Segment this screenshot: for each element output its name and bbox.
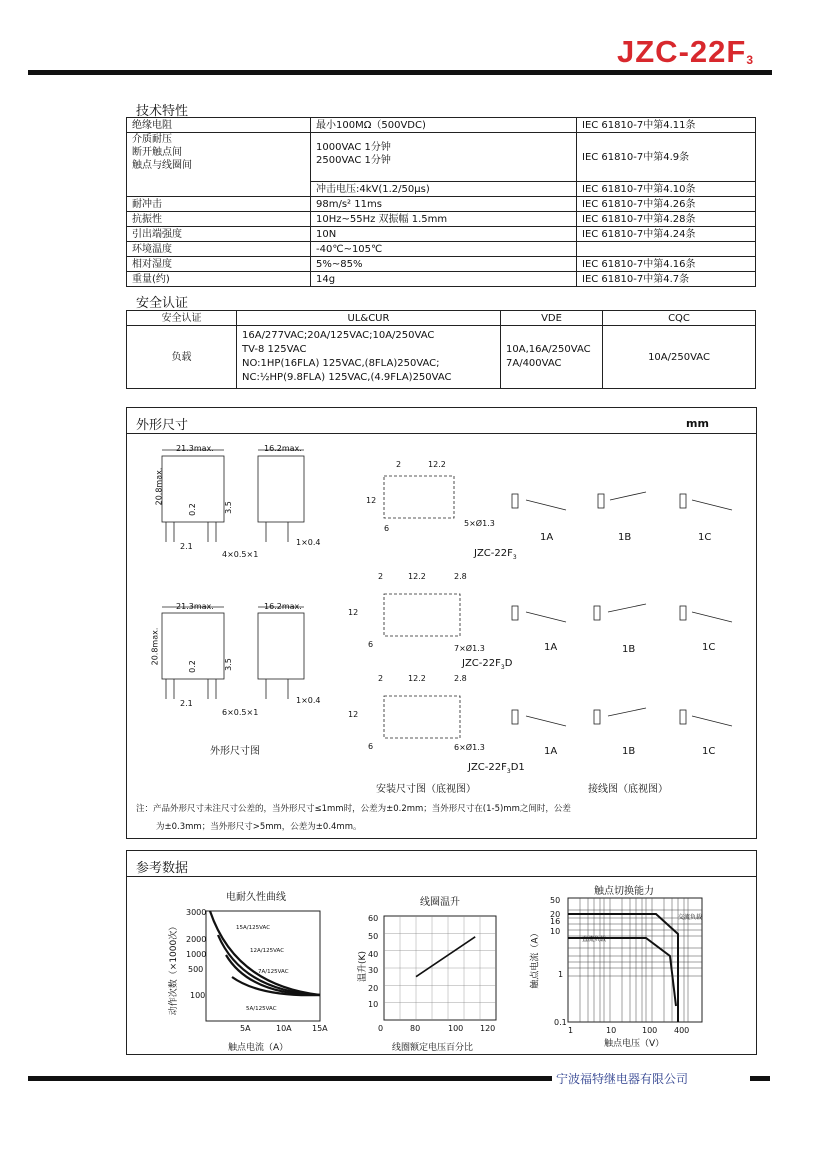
footer-rule-right xyxy=(750,1076,770,1081)
chart1-ytick: 500 xyxy=(188,965,204,974)
dim-21-2: 2.1 xyxy=(180,699,193,708)
chart1-ylabel: 动作次数（×1000次） xyxy=(169,921,180,1016)
dim-pinw-2: 1×0.4 xyxy=(296,696,321,705)
mount1-holes: 5×Ø1.3 xyxy=(464,519,495,528)
safety-table: 安全认证 UL&CUR VDE CQC 负载 16A/277VAC;20A/125VAC;10A/250VAC TV-8 125VAC NO:1HP(16FLA) 125VAC,(8FLA)250VAC; NC:½HP(9.8FLA) 125VAC,(4.9FLA)250VAC 10A,16A/250VAC 7A/400VAC 10A/250VAC xyxy=(126,310,756,389)
chart1-xtick: 5A xyxy=(240,1024,251,1033)
chart3-xtick: 1 xyxy=(568,1026,574,1035)
wiring2-1b: 1B xyxy=(622,644,636,655)
mount1-12: 12 xyxy=(366,496,377,505)
chart2-xlabel: 线圈额定电压百分比 xyxy=(392,1043,474,1053)
mount2-122: 12.2 xyxy=(408,572,426,581)
dims-title: 外形尺寸 xyxy=(136,418,189,433)
mount2-6: 6 xyxy=(368,640,374,649)
dim-height-1: 20.8max. xyxy=(154,467,164,506)
chart2-xtick: 100 xyxy=(448,1024,464,1033)
mount2-12: 12 xyxy=(348,608,359,617)
note-line2: 为±0.3mm；当外形尺寸>5mm，公差为±0.4mm。 xyxy=(156,822,362,832)
mount3-122: 12.2 xyxy=(408,674,426,683)
chart1-xlabel: 触点电流（A） xyxy=(228,1043,289,1053)
model-title: JZC-$22F_3$ xyxy=(617,34,754,69)
tech-table: 绝缘电阻 最小100MΩ（500VDC) IEC 61810-7中第4.11条 介质耐压 断开触点间 触点与线圈间 1000VAC 1分钟 2500VAC 1分钟 IEC 61810-7中第4.9条 冲击电压:4kV(1.2/50μs) IEC 61810-7中第4.10条 耐冲击 98m/s² 11ms IEC 61810-7中第4.26条 抗振性 10Hz~55Hz 双振幅 1.5mm IEC 61810-7中第4.28条 引出端强度 10N IEC 61810-7中第4.24条 环境温度 -40℃~105℃ 相对湿度 5%~85% IEC 61810-7中第4.16条 重量(约) 14g IEC 61810-7中第4.7条 xyxy=(126,117,756,287)
chart1-xtick: 10A xyxy=(276,1024,292,1033)
chart2-ytick: 30 xyxy=(368,966,379,975)
mount3-12: 12 xyxy=(348,710,359,719)
top-rule xyxy=(28,70,772,75)
chart3-ytick: 50 xyxy=(550,896,561,905)
chart1-legend: 5A/125VAC xyxy=(246,1006,277,1012)
mount1-6: 6 xyxy=(384,524,390,533)
chart3-title: 触点切换能力 xyxy=(594,886,654,897)
safety-title: 安全认证 xyxy=(136,296,189,311)
chart1-ytick: 1000 xyxy=(186,950,207,959)
dim-height-2: 20.8max. xyxy=(150,627,160,666)
chart3-ytick: 16 xyxy=(550,917,561,926)
dim-depth-2: 16.2max. xyxy=(264,602,302,611)
chart3-ytick: 0.1 xyxy=(554,1018,567,1027)
mount2-name: JZC-$22F_3D$ xyxy=(462,658,513,671)
chart2-ylabel: 温升(K) xyxy=(357,951,368,982)
tech-title: 技术特性 xyxy=(136,104,189,119)
dim-width-1: 21.3max. xyxy=(176,444,214,453)
chart2-xtick: 120 xyxy=(480,1024,496,1033)
mount3-6: 6 xyxy=(368,742,374,751)
mount1-name: JZC-$22F_3$ xyxy=(474,548,517,561)
chart1-legend: 12A/125VAC xyxy=(250,948,285,954)
chart2-xtick: 80 xyxy=(410,1024,421,1033)
chart2-ytick: 60 xyxy=(368,914,379,923)
chart1-title: 电耐久性曲线 xyxy=(226,892,286,903)
ref-title: 参考数据 xyxy=(136,861,189,876)
chart2-xtick: 0 xyxy=(378,1024,384,1033)
chart3-ylabel: 触点电流（A） xyxy=(530,928,541,989)
dim-02-1: 0.2 xyxy=(187,503,197,516)
chart1-ytick: 3000 xyxy=(186,908,207,917)
wiring3-1a: 1A xyxy=(544,746,558,757)
mount1-122: 12.2 xyxy=(428,460,446,469)
chart3-ytick: 10 xyxy=(550,927,561,936)
dim-pins-1: 4×0.5×1 xyxy=(222,550,259,559)
mount3-28: 2.8 xyxy=(454,674,467,683)
dim-35-2: 3.5 xyxy=(223,658,233,671)
caption-wiring: 接线图（底视图） xyxy=(588,784,668,795)
chart1-legend: 15A/125VAC xyxy=(236,925,271,931)
chart1-ytick: 100 xyxy=(190,991,206,1000)
mount2-2: 2 xyxy=(378,572,384,581)
chart2-series-line xyxy=(416,937,475,977)
wiring2-1c: 1C xyxy=(702,642,716,653)
note-line1: 注：产品外形尺寸未注尺寸公差的，当外形尺寸≤1mm时，公差为±0.2mm；当外形尺寸在(1-5)mm之间时，公差 xyxy=(136,804,571,814)
mount1-2: 2 xyxy=(396,460,402,469)
dims-unit: mm xyxy=(686,417,709,430)
chart2-ytick: 50 xyxy=(368,932,379,941)
mount3-holes: 6×Ø1.3 xyxy=(454,743,485,752)
wiring1-1b: 1B xyxy=(618,532,632,543)
dim-21-1: 2.1 xyxy=(180,542,193,551)
chart2-title: 线圈温升 xyxy=(420,897,460,908)
caption-outline: 外形尺寸图 xyxy=(210,746,260,757)
caption-mount: 安装尺寸图（底视图） xyxy=(376,784,476,795)
dim-pinw-1: 1×0.4 xyxy=(296,538,321,547)
wiring1-1a: 1A xyxy=(540,532,554,543)
chart3-ytick: 1 xyxy=(558,970,564,979)
mount2-28: 2.8 xyxy=(454,572,467,581)
chart2-ytick: 20 xyxy=(368,984,379,993)
chart1-legend: 7A/125VAC xyxy=(258,969,289,975)
chart2-svg xyxy=(380,912,500,1024)
chart2-ytick: 40 xyxy=(368,950,379,959)
dim-35-1: 3.5 xyxy=(223,501,233,514)
footer-rule-left xyxy=(28,1076,552,1081)
chart1-ytick: 2000 xyxy=(186,935,207,944)
wiring3-1b: 1B xyxy=(622,746,636,757)
chart3-xtick: 400 xyxy=(674,1026,690,1035)
chart3-legend-dc: 直流负载 xyxy=(582,936,607,943)
chart3-ytick: 20 xyxy=(550,910,561,919)
chart3-xtick: 100 xyxy=(642,1026,658,1035)
dim-pins-2: 6×0.5×1 xyxy=(222,708,259,717)
chart3-legend-ac: 交流负载 xyxy=(678,914,703,921)
wiring3-1c: 1C xyxy=(702,746,716,757)
dim-02-2: 0.2 xyxy=(187,660,197,673)
chart3-xtick: 10 xyxy=(606,1026,617,1035)
mount3-name: JZC-$22F_3D1$ xyxy=(468,762,525,775)
company-name: 宁波福特继电器有限公司 xyxy=(556,1072,689,1086)
wiring2-1a: 1A xyxy=(544,642,558,653)
wiring1-1c: 1C xyxy=(698,532,712,543)
chart3-xlabel: 触点电压（V） xyxy=(604,1039,665,1049)
dim-width-2: 21.3max. xyxy=(176,602,214,611)
dim-depth-1: 16.2max. xyxy=(264,444,302,453)
chart1-xtick: 15A xyxy=(312,1024,328,1033)
mount2-holes: 7×Ø1.3 xyxy=(454,644,485,653)
chart2-ytick: 10 xyxy=(368,1000,379,1009)
mount3-2: 2 xyxy=(378,674,384,683)
